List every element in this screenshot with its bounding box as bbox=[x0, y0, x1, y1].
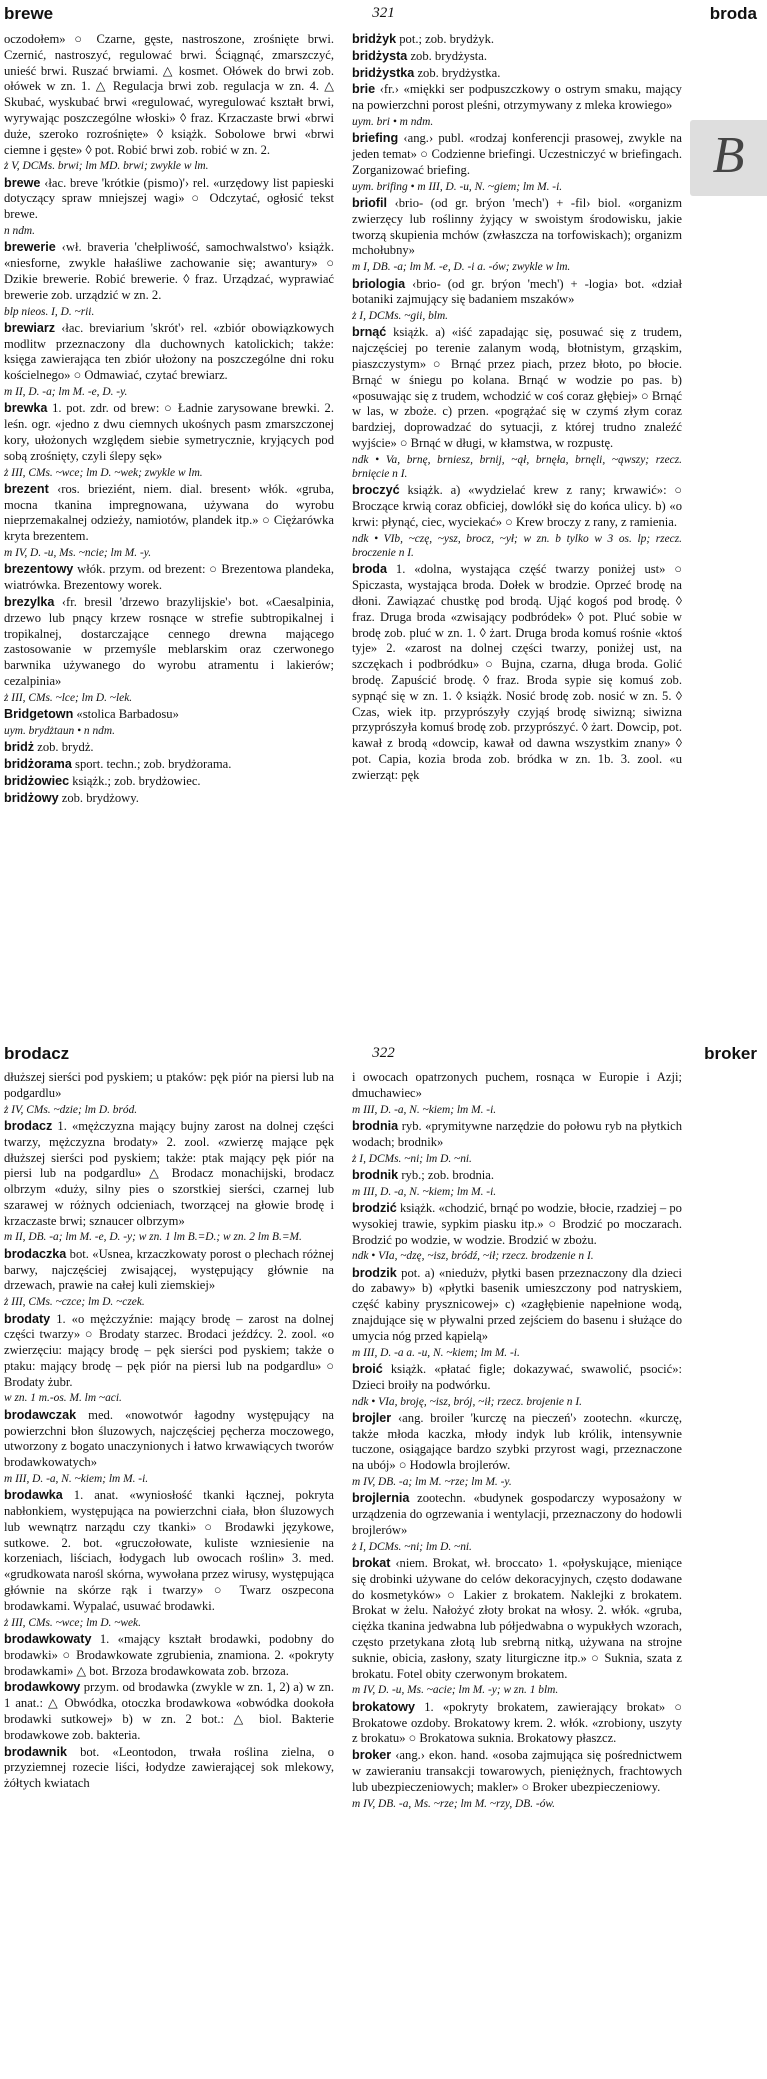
entry-definition: ‹fr. bresil 'drzewo brazylijskie'› bot. «Caesalpinia, drzewo lub pnący krzew rosnące w strefie subtropikalnej i tropikalnej, dostarczające cennego drewna mającego zastosowanie w przemyśle meblarskim oraz czerwonego barwnika używanego do wyrobu atramentu i lakierów; cezalpinia» bbox=[4, 594, 334, 688]
entry-definition: ryb. «prymitywne narzędzie do połowu ryb na płytkich wodach; brodnik» bbox=[352, 1118, 682, 1149]
entry-headword: brodawczak bbox=[4, 1407, 77, 1422]
dictionary-entry bbox=[4, 176, 334, 223]
dictionary-entry bbox=[352, 562, 682, 783]
entry-definition: 1. «o mężczyźnie: mający brodę – zarost na dolnej części twarzy» ○ Brodaty starzec. Brodaci jeźdźcy. 2. zool. «o zwierzęciu: mający brodę – pęk sierści pod pyskiem; także o ptaku: mający brodę – pęk piór na piersi lub na podgardlu» ○ Brodaty żubr. bbox=[4, 1311, 334, 1389]
page-number: 321 bbox=[372, 5, 395, 21]
dictionary-entry bbox=[352, 32, 682, 48]
entry-headword: bridżysta bbox=[352, 48, 408, 63]
entry-definition: książk. «płatać figle; dokazywać, swawolić, psocić»: Dzieci broiły na podwórku. bbox=[352, 1361, 682, 1392]
entry-definition: pot. a) «niedużv, płytki basen przeznaczony dla dzieci do zabawy» b) «płytki basenik umieszczony pod natryskiem, część kabiny prysznicowej» c) «zagłębienie napełnione wodą, znajdujące się w pływalni przed zejściem do basenu i służące do umycia nóg przed kąpielą» bbox=[352, 1265, 682, 1343]
entry-headword: brodzić bbox=[352, 1200, 397, 1215]
entry-headword: brewe bbox=[4, 175, 41, 190]
dictionary-entry bbox=[4, 1408, 334, 1471]
entry-definition: 1. pot. zdr. od brew: ○ Ładnie zarysowane brewki. 2. leśn. ogr. «jedno z dwu ciemnych ukośnych pasm zmarszczonej kory, ułożonych względem siebie symetrycznie, kryjących pod sobą zrośnięty, czyli ślepy sęk» bbox=[4, 401, 334, 463]
entry-headword: brodnia bbox=[352, 1118, 399, 1133]
entry-headword: broczyć bbox=[352, 483, 400, 498]
entry-headword: brodawka bbox=[4, 1488, 63, 1503]
entry-grammar-note: m IV, D. -u, Ms. ~acie; lm M. -y; w zn. 1 blm. bbox=[352, 1684, 559, 1697]
thumb-tab-letter: B bbox=[712, 127, 745, 184]
entry-headword: brodnik bbox=[352, 1167, 399, 1182]
dictionary-entry bbox=[4, 1119, 334, 1230]
entry-definition: książk. a) «iść zapadając się, posuwać się z trudem, najczęściej po terenie zalanym wodą, błotnistym, grząskim, piaszczystym» ○ Brnąć przez piach, przez błoto, po błocie. Brnąć w śniegu po kolana. Brnąć w wodzie po pas. b) «posuwając się z trudem, wchodzić w coś coraz głębiej» ○ Brnąć w las, w zboże. c) przen. «pogrążać się w czymś złym coraz bardziej, doprowadzać do sytuacji, z której trudno znaleźć wyjście» ○ Brnąć w długi, w kłamstwa, w rozpustę. bbox=[352, 325, 682, 450]
dictionary-entry bbox=[352, 82, 682, 114]
entry-definition: ‹ros. brieziént, niem. dial. bresent› włók. «gruba, mocna tkanina impregnowana, używana do wyrobu nieprzemakalnej odzieży, namiotów, plandek itp.» ○ Ciężarówka kryta brezentem. bbox=[4, 481, 334, 544]
entry-headword: bridżowy bbox=[4, 790, 59, 805]
dictionary-entry bbox=[352, 1168, 682, 1184]
dictionary-entry bbox=[352, 196, 682, 259]
entry-headword: brodaty bbox=[4, 1311, 51, 1326]
dictionary-entry bbox=[4, 1070, 334, 1102]
entry-headword: bridżyk bbox=[352, 32, 397, 46]
dictionary-entry bbox=[4, 321, 334, 384]
entry-definition: przym. od brodawka (zwykle w zn. 1, 2) a) w zn. 1 anat.: △ Obwódka, otoczka brodawkowa «obwódka dookoła brodawki sutkowej» b) w zn. 2 bot.: △ biol. Bakterie brodawkowe zob. bakteria. bbox=[4, 1680, 334, 1742]
dictionary-entry bbox=[4, 1247, 334, 1294]
entry-definition: «stolica Barbadosu» bbox=[76, 707, 179, 722]
dictionary-entry bbox=[352, 1748, 682, 1795]
entry-definition: ‹wł. braveria 'chełpliwość, samochwalstwo'› książk. «niesforne, zwykle hałaśliwe zachowanie się; awantury» ○ Dzikie brewerie. Robić brewerie. ◊ fraz. Urządzać, wyprawiać brewerie zob. urządzić w zn. 2. bbox=[4, 240, 334, 302]
entry-definition: 1. «mężczyzna mający bujny zarost na dolnej części twarzy, mężczyzna brodaty» 2. zool. «zwierzę mające pęk dłuższej sierści pod pyskiem; także: ptak mający pęk piór na piersi lub na podgardlu» △ Brodacz monachijski, brodacz olbrzym «duży, silny pies o szorstkiej sierści, czarnej lub szarawej w różnych odcieniach, tworzącej na głowie brodę i krzaczaste brwi; sznaucer olbrzym» bbox=[4, 1118, 335, 1228]
entry-headword: bridżorama bbox=[4, 756, 72, 771]
dictionary-entry bbox=[352, 1556, 682, 1682]
dictionary-entry bbox=[4, 1680, 334, 1743]
entry-definition: ‹ang.› ekon. hand. «osoba zajmująca się pośrednictwem w zawieraniu transakcji towarowych, pieniężnych, frachtowych lub ubezpieczeniowych; makler» ○ Broker ubezpieczeniowy. bbox=[352, 1748, 682, 1794]
dictionary-entry bbox=[4, 1312, 334, 1391]
entry-definition: ryb.; zob. brodnia. bbox=[401, 1167, 495, 1182]
entry-definition: zob. brydżystka. bbox=[417, 65, 501, 80]
dictionary-entry bbox=[352, 66, 682, 82]
entry-headword: brezylka bbox=[4, 594, 55, 609]
dictionary-entry bbox=[352, 49, 682, 65]
entry-grammar-note: uym. bri • m ndm. bbox=[352, 115, 434, 128]
entry-grammar-note: m III, D. -a, N. ~kiem; lm M. -i. bbox=[352, 1103, 497, 1116]
entry-headword: briefing bbox=[352, 131, 399, 146]
entry-grammar-note: m IV, D. -u, Ms. ~ncie; lm M. -y. bbox=[4, 547, 152, 560]
entry-headword: Bridgetown bbox=[4, 707, 74, 722]
entry-headword: brokatowy bbox=[352, 1699, 415, 1714]
entry-headword: brewka bbox=[4, 401, 48, 416]
dictionary-entry bbox=[352, 483, 682, 530]
entry-grammar-note: m I, DB. -a; lm M. -e, D. -i a. -ów; zwykle w lm. bbox=[352, 261, 571, 274]
entry-grammar-note: m III, D. -a, N. ~kiem; lm M. -i. bbox=[352, 1185, 497, 1198]
entry-definition: bot. «Leontodon, trwała roślina zielna, o przyziemnej rozecie liści, łodydze zawierającej sok mlekowy, żółtych kwiatach bbox=[4, 1744, 334, 1791]
entry-grammar-note: ż I, DCMs. ~gii, blm. bbox=[352, 310, 449, 323]
entry-headword: brodawkowaty bbox=[4, 1631, 92, 1646]
entry-headword: broker bbox=[352, 1748, 392, 1763]
dictionary-entry bbox=[352, 1070, 682, 1102]
entry-definition: ‹niem. Brokat, wł. broccato› 1. «połyskujące, mieniące się drobinki używane do celów dekoracyjnych, często dodawane do kosmetyków» ○ Lakier z brokatem. Naklejki z brokatem. Brokat w żelu. Nałożyć złoty brokat na włosy. 2. włók. «gruba, ciężka tkanina jedwabna lub półjedwabna o wypukłych wzorach, często przetykana złotą lub srebrną nitką, używana na strojne suknie, obicia, zasłony, szaty liturgiczne itp.» ○ Suknia, szata z brokatu. Fotel obity czerwonym brokatem. bbox=[352, 1556, 682, 1681]
dictionary-entry bbox=[352, 1700, 682, 1747]
entry-grammar-note: uym. brifing • m III, D. -u, N. ~giem; lm M. -i. bbox=[352, 180, 563, 193]
entry-definition: włók. przym. od brezent: ○ Brezentowa plandeka, wiatrówka. Brezentowy worek. bbox=[4, 562, 334, 593]
entry-grammar-note: ndk • VIa, broję, ~isz, brój, ~ił; rzecz. brojenie n I. bbox=[352, 1395, 582, 1408]
entry-headword: brezent bbox=[4, 481, 49, 496]
dictionary-entry bbox=[4, 32, 334, 158]
entry-definition: 1. «mający kształt brodawki, podobny do brodawki» ○ Brodawkowate zgrubienia, znamiona. 2. «pokryty brodawkami» △ bot. Brzoza brodawkowata zob. brzoza. bbox=[4, 1631, 334, 1678]
entry-headword: brewiarz bbox=[4, 320, 56, 335]
dictionary-entry bbox=[352, 1411, 682, 1474]
dictionary-entry bbox=[4, 401, 334, 464]
letter-thumb-tab bbox=[690, 120, 767, 196]
dictionary-entry bbox=[352, 1266, 682, 1345]
entry-definition: med. «nowotwór łagodny występujący na powierzchni błon śluzowych, najczęściej pęcherza moczowego, utworzony z bogato unaczynionych i łatwo krwawiących tworów brodawkowatych» bbox=[4, 1407, 334, 1470]
dictionary-entry bbox=[4, 240, 334, 303]
entry-grammar-note: ż IV, CMs. ~dzie; lm D. bród. bbox=[4, 1103, 138, 1116]
entry-grammar-note: m III, D. -a a. -u, N. ~kiem; lm M. -i. bbox=[352, 1346, 520, 1359]
entry-definition: ‹łac. breve 'krótkie (pismo)'› rel. «urzędowy list papieski dotyczący spraw mniejszej wagi» ○ Odczytać, ogłosić tekst brewe. bbox=[4, 175, 335, 222]
entry-definition: książk.; zob. brydżowiec. bbox=[72, 773, 201, 788]
entry-definition: 1. anat. «wyniosłość tkanki łącznej, pokryta nabłonkiem, występująca na powierzchni ciała, błon śluzowych lub wewnątrz narządu czy tkanki» ○ Brodawki językowe, sutkowe. 2. bot. «gruczołowate, kuliste wzniesienie na korzeniach, liściach, łodygach lub owocach roślin» 3. med. «grudkowata narośl skórna, wywołana przez wirusy, występująca głównie na skórze rąk i twarzy» ○ Twarz oszpecona brodawkami. Wypalać, usuwać brodawki. bbox=[4, 1488, 335, 1613]
entry-grammar-note: m II, DB. -a; lm M. -e, D. -y; w zn. 1 lm B.=D.; w zn. 2 lm B.=M. bbox=[4, 1231, 302, 1244]
page-322 bbox=[0, 1040, 767, 2079]
entry-headword: brodaczka bbox=[4, 1246, 67, 1261]
dictionary-entry bbox=[352, 1491, 682, 1538]
dictionary-entry bbox=[4, 757, 334, 773]
entry-grammar-note: ż I, DCMs. ~ni; lm D. ~ni. bbox=[352, 1152, 472, 1165]
page-number: 322 bbox=[372, 1045, 395, 1061]
page-header bbox=[0, 1040, 767, 1064]
dictionary-entry bbox=[4, 1488, 334, 1614]
entry-headword: brezentowy bbox=[4, 562, 74, 577]
entry-grammar-note: ż I, DCMs. ~ni; lm D. ~ni. bbox=[352, 1540, 472, 1553]
left-column bbox=[4, 32, 334, 807]
header-right-guide-word: broker bbox=[704, 1044, 757, 1063]
dictionary-entry bbox=[352, 325, 682, 451]
entry-definition: książk. a) «wydzielać krew z rany; krwawić»: ○ Broczące krwią coraz obficiej, dowlókł się do końca ulicy. b) «o krwi: płynąć, ciec, wyciekać» ○ Krew broczy z rany, z ramienia. bbox=[352, 483, 683, 529]
entry-grammar-note: m III, D. -a, N. ~kiem; lm M. -i. bbox=[4, 1472, 149, 1485]
dictionary-entry bbox=[352, 1201, 682, 1248]
entry-definition: pot.; zob. brydżyk. bbox=[399, 32, 495, 46]
entry-headword: broić bbox=[352, 1361, 383, 1376]
entry-definition: książk. «chodzić, brnąć po wodzie, błocie, rzadziej – po wysokiej trawie, sypkim piasku itp.» ○ Brodzić po moczarach. Brodzić po wodzie, w wodzie. Brodzić w zbożu. bbox=[352, 1200, 682, 1247]
entry-definition: zob. brydż. bbox=[37, 740, 94, 755]
dictionary-entry bbox=[352, 131, 682, 178]
entry-headword: brnąć bbox=[352, 325, 387, 340]
dictionary-entry bbox=[4, 707, 334, 723]
entry-definition: ‹brio- (od gr. brýon 'mech') + -fil› biol. «organizm zwierzęcy lub roślinny żyjący w swoistym środowisku, jakie tworzą skupienia mchów (zwłaszcza na torfowiskach); organizm mchołubny» bbox=[352, 196, 682, 258]
entry-definition: i owocach opatrzonych puchem, rosnąca w Europie i Azji; dmuchawiec» bbox=[352, 1070, 682, 1100]
entry-grammar-note: ndk • Va, brnę, brniesz, brnij, ~ął, brnęła, brnęli, ~ąwszy; rzecz. brnięcie n I. bbox=[352, 453, 682, 481]
entry-grammar-note: m II, D. -a; lm M. -e, D. -y. bbox=[4, 386, 128, 399]
header-left-guide-word: brodacz bbox=[4, 1044, 70, 1063]
page-header bbox=[0, 0, 767, 24]
header-right-guide-word: broda bbox=[709, 4, 757, 23]
entry-definition: 1. «pokryty brokatem, zawierający brokat» ○ Brokatowe ozdoby. Brokatowy krem. 2. włók. «zrobiony, uszyty z brokatu» ○ Brokatowa suknia. Brokatowy płaszcz. bbox=[352, 1699, 682, 1746]
entry-grammar-note: n ndm. bbox=[4, 225, 36, 238]
entry-definition: bot. «Usnea, krzaczkowaty porost o plechach różnej barwy, najczęściej zwisającej, występujący głównie na drzewach, prawie na całej kuli ziemskiej» bbox=[4, 1246, 334, 1293]
entry-definition: zob. brydżysta. bbox=[410, 48, 488, 63]
entry-headword: brodacz bbox=[4, 1118, 53, 1133]
entry-definition: ‹ang. broiler 'kurczę na pieczeń'› zootechn. «kurczę, także młoda kaczka, młody indyk lub królik, intensywnie tuczone, osiągające bardzo szybki przyrost wagi, przeznaczone na ubój» ○ Hodowla brojlerów. bbox=[352, 1410, 682, 1473]
entry-definition: zootechn. «budynek gospodarczy wyposażony w urządzenia do ogrzewania i wentylacji, przeznaczony do hodowli brojlerów» bbox=[352, 1491, 682, 1537]
dictionary-entry bbox=[352, 1119, 682, 1151]
entry-grammar-note: ż III, CMs. ~wce; lm D. ~wek; zwykle w lm. bbox=[4, 466, 203, 479]
left-column bbox=[4, 1070, 334, 1793]
entry-definition: oczodołem» ○ Czarne, gęste, nastroszone, zrośnięte brwi. Czernić, nastroszyć, regulować brwi. Ściągnąć, zmarszczyć, unieść brwi. Ruszać brwiami. △ kosmet. Ołówek do brwi zob. ołówek w zn. 1. △ Regulacja brwi zob. regulacja w zn. 4. △ Skubać, wyskubać brwi «regulować, wyregulować kształt brwi, wyrywając poszczególne włoski» ◊ fraz. Krzaczaste brwi «brwi duże, szeroko rozrośnięte» ◊ książk. Sobolowe brwi «brwi ciemne i gęste» ◊ pot. Robić brwi zob. robić w zn. 2. bbox=[4, 32, 334, 157]
entry-grammar-note: w zn. 1 m.-os. M. lm ~aci. bbox=[4, 1392, 122, 1405]
entry-definition: ‹brio- (od gr. brýon 'mech') + -logia› bot. «dział botaniki zajmujący się badaniem mszaków» bbox=[352, 276, 682, 307]
entry-definition: ‹fr.› «miękki ser podpuszczkowy o ostrym smaku, mający na powierzchni porost pleśni, otrzymywany z mleka krowiego» bbox=[352, 82, 682, 113]
entry-definition: zob. brydżowy. bbox=[61, 790, 139, 805]
entry-headword: broda bbox=[352, 562, 387, 577]
entry-headword: brie bbox=[352, 82, 376, 97]
entry-grammar-note: ż V, DCMs. brwi; lm MD. brwi; zwykle w lm. bbox=[4, 160, 209, 173]
right-column bbox=[352, 32, 682, 785]
entry-grammar-note: ż III, CMs. ~wce; lm D. ~wek. bbox=[4, 1616, 141, 1629]
dictionary-entry bbox=[4, 562, 334, 594]
entry-grammar-note: m IV, DB. -a; lm M. ~rze; lm M. -y. bbox=[352, 1476, 512, 1489]
entry-definition: 1. «dolna, wystająca część twarzy poniżej ust» ○ Spiczasta, wystająca broda. Dołek w brodzie. Oprzeć brodę na dłoni. Zawiązać chustkę pod brodą. Ująć kogoś pod brodę. ◊ fraz. Druga broda «zwisający podbródek» ◊ pot. Pluć sobie w brodę zob. pluć w zn. 1. ◊ żart. Druga broda komuś rośnie «ktoś tyje» 2. «zarost na dolnej części twarzy, poniżej ust, na szczękach i podbródku» ○ Bujna, czarna, długa broda. Golić brodę. Zapuścić brodę. ◊ fraz. Broda sypie się komuś zob. sypnąć się w zn. 1. ◊ książk. Nosić brodę zob. nosić w zn. 5. ◊ Czas, wiek itp. przyprószyły czyjąś brodę siwizną; siwizna przyprószyła komuś brodę zob. przyprószyć. ◊ żart. Dowcip, pot. kawał z brodą «dowcip, kawał od dawna wszystkim znany» ◊ pot. Capia, kozia broda zob. bródka w zn. 1b. 3. zool. «u zwierząt: pęk bbox=[352, 562, 682, 782]
entry-grammar-note: ż III, CMs. ~lce; lm D. ~lek. bbox=[4, 691, 133, 704]
entry-headword: brojler bbox=[352, 1410, 392, 1425]
entry-grammar-note: ndk • VIb, ~czę, ~ysz, brocz, ~ył; w zn. b tylko w 3 os. lp; rzecz. broczenie n I. bbox=[352, 532, 682, 560]
entry-headword: briologia bbox=[352, 276, 406, 291]
entry-definition: ‹ang.› publ. «rodzaj konferencji prasowej, zwykle na jeden temat» ○ Codzienne briefingi. Uczestniczyć w briefingach. Zorganizować briefing. bbox=[352, 131, 682, 177]
dictionary-entry bbox=[4, 791, 334, 807]
entry-headword: briofil bbox=[352, 196, 387, 210]
dictionary-entry bbox=[352, 1362, 682, 1394]
dictionary-entry bbox=[4, 1632, 334, 1679]
entry-definition: dłuższej sierści pod pyskiem; u ptaków: pęk piór na piersi lub na podgardlu» bbox=[4, 1070, 334, 1100]
entry-grammar-note: ż III, CMs. ~czce; lm D. ~czek. bbox=[4, 1296, 145, 1309]
entry-definition: sport. techn.; zob. brydżorama. bbox=[75, 756, 232, 771]
entry-headword: bridż bbox=[4, 740, 35, 755]
entry-definition: ‹łac. breviarium 'skrót'› rel. «zbiór obowiązkowych modlitw przeznaczony dla duchownych katolickich; także: księga zawierająca ten zbiór ułożony na poszczególne dni roku kościelnego» ○ Odmawiać, czytać brewiarz. bbox=[4, 320, 334, 383]
entry-grammar-note: m IV, DB. -a, Ms. ~rze; lm M. ~rzy, DB. -ów. bbox=[352, 1797, 555, 1810]
header-left-guide-word: brewe bbox=[4, 4, 54, 23]
entry-headword: brojlernia bbox=[352, 1491, 410, 1506]
dictionary-entry bbox=[352, 277, 682, 309]
entry-grammar-note: uym. brydżtaun • n ndm. bbox=[4, 724, 115, 737]
entry-grammar-note: ndk • VIa, ~dzę, ~isz, bródź, ~ił; rzecz. brodzenie n I. bbox=[352, 1250, 594, 1263]
right-column bbox=[352, 1070, 682, 1813]
entry-headword: brodawkowy bbox=[4, 1680, 81, 1695]
entry-headword: brodzik bbox=[352, 1265, 397, 1280]
dictionary-entry bbox=[4, 595, 334, 690]
entry-headword: bridżystka bbox=[352, 65, 415, 80]
dictionary-entry bbox=[4, 482, 334, 545]
dictionary-entry bbox=[4, 1745, 334, 1792]
entry-grammar-note: blp nieos. I, D. ~rii. bbox=[4, 305, 95, 318]
dictionary-entry bbox=[4, 740, 334, 756]
entry-headword: brokat bbox=[352, 1556, 391, 1571]
entry-headword: bridżowiec bbox=[4, 773, 70, 788]
entry-headword: brewerie bbox=[4, 240, 56, 255]
entry-headword: brodawnik bbox=[4, 1744, 67, 1759]
dictionary-entry bbox=[4, 774, 334, 790]
